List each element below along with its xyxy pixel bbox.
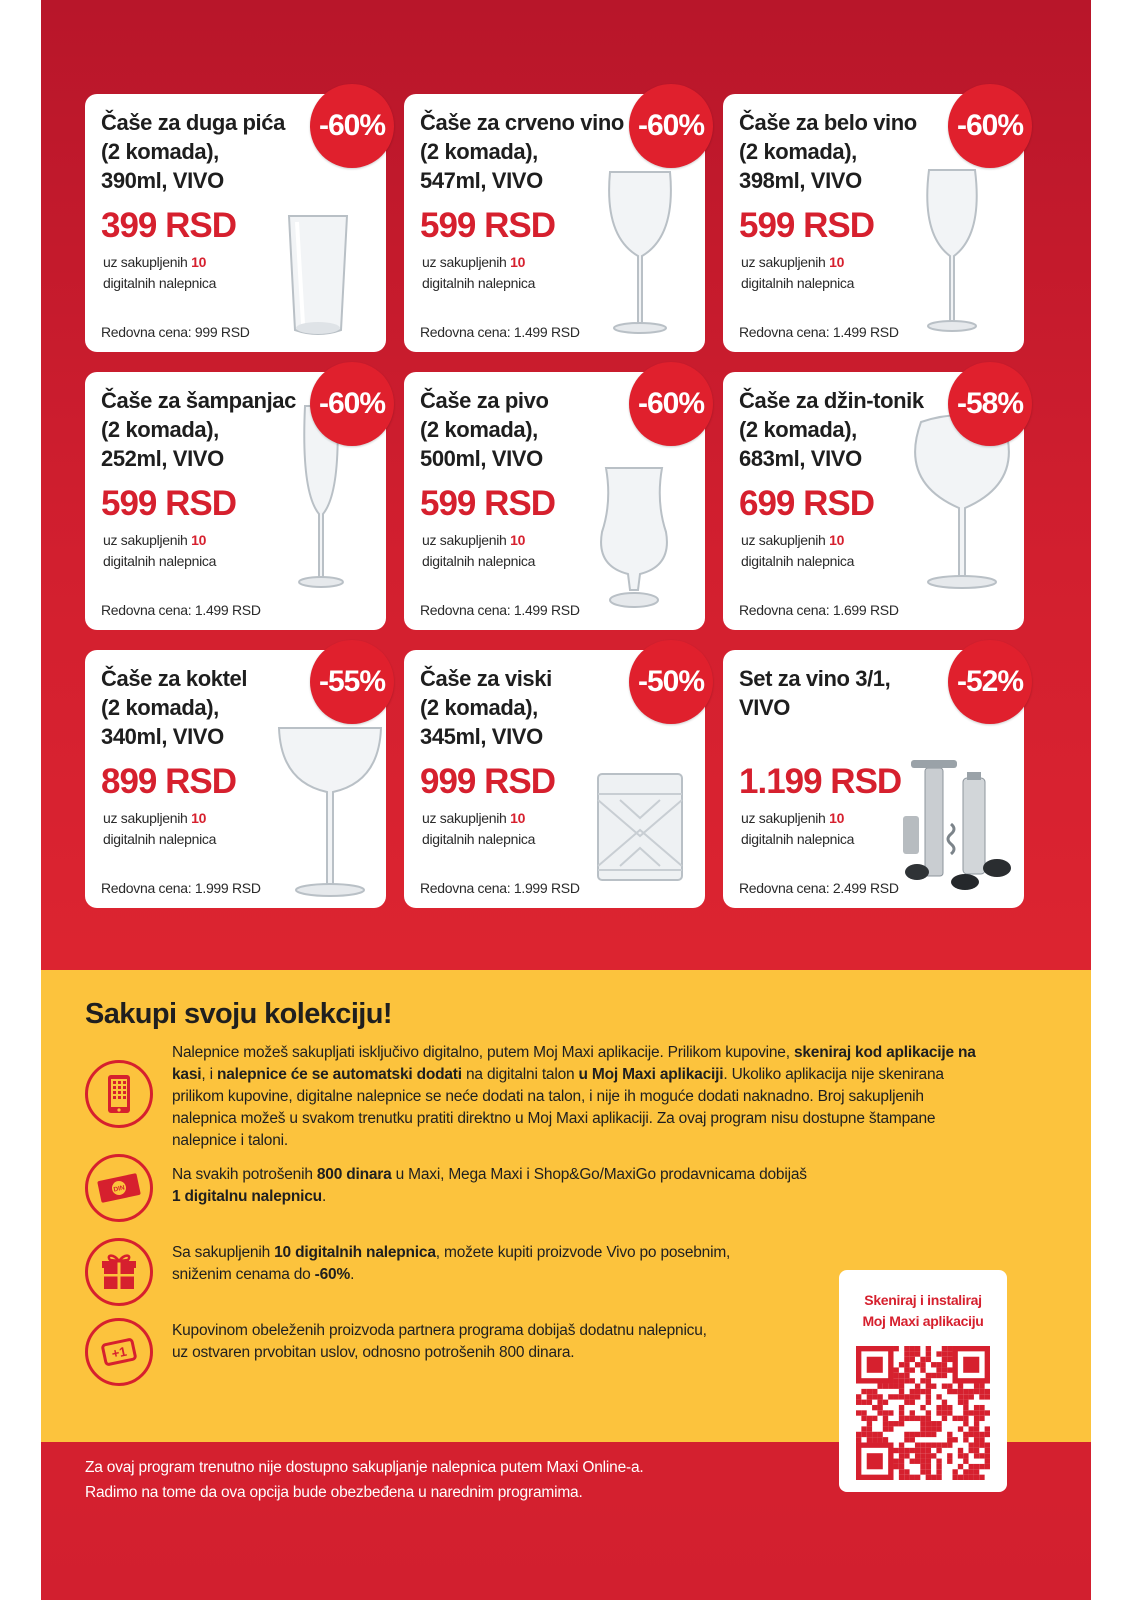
- qr-caption: Skeniraj i instaliraj Moj Maxi aplikaciju: [862, 1292, 984, 1329]
- product-card[interactable]: [404, 94, 705, 352]
- product-price: 699 RSD: [739, 484, 875, 523]
- product-card[interactable]: [723, 372, 1024, 630]
- sticker-requirement: uz sakupljenih 10 digitalnih nalepnica: [103, 810, 217, 847]
- flyer-page: [41, 0, 1091, 1600]
- plus-one-sticker-icon: [85, 1318, 153, 1386]
- product-title: Čaše za džin-tonik (2 komada), 683ml, VIVO: [739, 388, 924, 471]
- regular-price: Redovna cena: 999 RSD: [101, 324, 250, 340]
- discount-badge: -52%: [948, 640, 1032, 724]
- product-title: Čaše za crveno vino (2 komada), 547ml, VIVO: [420, 110, 624, 193]
- regular-price: Redovna cena: 1.499 RSD: [101, 602, 261, 618]
- product-title: Čaše za pivo (2 komada), 500ml, VIVO: [420, 388, 549, 471]
- product-price: 599 RSD: [101, 484, 237, 523]
- info-row-spend-text: Na svakih potrošenih 800 dinara u Maxi, Mega Maxi i Shop&Go/MaxiGo prodavnicama dobijaš 1 digitalnu nalepnicu.: [172, 1166, 807, 1205]
- product-title: Čaše za koktel (2 komada), 340ml, VIVO: [101, 666, 248, 749]
- cocktail-glass-icon: [275, 720, 385, 905]
- whisky-glass-icon: [594, 770, 686, 891]
- sticker-requirement: uz sakupljenih 10 digitalnih nalepnica: [422, 254, 536, 291]
- product-price: 599 RSD: [420, 206, 556, 245]
- regular-price: Redovna cena: 1.499 RSD: [420, 602, 580, 618]
- info-section: [41, 970, 1091, 1442]
- svg-text:+1: +1: [110, 1343, 128, 1362]
- discount-badge: -60%: [629, 84, 713, 168]
- info-row-discount-text: Sa sakupljenih 10 digitalnih nalepnica, možete kupiti proizvode Vivo po posebnim, sniženim cenama do -60%.: [172, 1244, 731, 1283]
- regular-price: Redovna cena: 1.699 RSD: [739, 602, 899, 618]
- gift-icon: [85, 1238, 153, 1306]
- qr-code[interactable]: [851, 1346, 995, 1480]
- info-row-partner-text: Kupovinom obeleženih proizvoda partnera programa dobijaš dodatnu nalepnicu, uz ostvaren prvobitan uslov, odnosno potrošenih 800 dinara.: [172, 1322, 707, 1361]
- sticker-requirement: uz sakupljenih 10 digitalnih nalepnica: [103, 254, 217, 291]
- product-title: Čaše za belo vino (2 komada), 398ml, VIVO: [739, 110, 917, 193]
- regular-price: Redovna cena: 1.499 RSD: [420, 324, 580, 340]
- white-wine-glass-icon: [917, 164, 987, 339]
- discount-badge: -60%: [310, 84, 394, 168]
- regular-price: Redovna cena: 1.999 RSD: [420, 880, 580, 896]
- discount-badge: -58%: [948, 362, 1032, 446]
- product-card[interactable]: [404, 650, 705, 908]
- beer-glass-icon: [594, 462, 674, 617]
- product-price: 599 RSD: [739, 206, 875, 245]
- product-title: Set za vino 3/1, VIVO: [739, 666, 891, 720]
- product-price: 399 RSD: [101, 206, 237, 245]
- discount-badge: -60%: [310, 362, 394, 446]
- product-price: 999 RSD: [420, 762, 556, 801]
- discount-badge: -60%: [629, 362, 713, 446]
- red-wine-glass-icon: [600, 166, 680, 341]
- product-price: 599 RSD: [420, 484, 556, 523]
- product-price: 899 RSD: [101, 762, 237, 801]
- sticker-requirement: uz sakupljenih 10 digitalnih nalepnica: [422, 810, 536, 847]
- discount-badge: -55%: [310, 640, 394, 724]
- product-card[interactable]: [85, 94, 386, 352]
- svg-text:DIN: DIN: [113, 1184, 126, 1194]
- sticker-requirement: uz sakupljenih 10 digitalnih nalepnica: [741, 254, 855, 291]
- product-title: Čaše za šampanjac (2 komada), 252ml, VIVO: [101, 388, 296, 471]
- info-heading: Sakupi svoju kolekciju!: [85, 998, 392, 1030]
- highball-glass-icon: [283, 212, 353, 345]
- product-card[interactable]: [723, 650, 1024, 908]
- product-card[interactable]: [85, 650, 386, 908]
- info-row-app-text: Nalepnice možeš sakupljati isključivo digitalno, putem Moj Maxi aplikacije. Prilikom kupovine, skeniraj kod aplikacije na kasi, i nalepnice će se automatski dodati na digitalni talon u Moj Maxi aplikaciji. Ukoliko aplikacija nije skenirana prilikom kupovine, digitalne nalepnice se neće dodati na talon, i nije ih moguće dodati naknadno. Broj sakupljenih nalepnica možeš u svakom trenutku pratiti direktno u Moj Maxi aplikaciji. Za ovaj program nisu dostupne štampane nalepnice i taloni.: [172, 1044, 976, 1149]
- product-price: 1.199 RSD: [739, 762, 902, 801]
- product-card[interactable]: [404, 372, 705, 630]
- discount-badge: -60%: [948, 84, 1032, 168]
- product-card[interactable]: [85, 372, 386, 630]
- regular-price: Redovna cena: 1.499 RSD: [739, 324, 899, 340]
- wine-set-icon: [901, 754, 1021, 899]
- regular-price: Redovna cena: 2.499 RSD: [739, 880, 899, 896]
- product-card[interactable]: [723, 94, 1024, 352]
- discount-badge: -50%: [629, 640, 713, 724]
- qr-card[interactable]: [839, 1270, 1007, 1492]
- banknote-icon: [85, 1154, 153, 1222]
- sticker-requirement: uz sakupljenih 10 digitalnih nalepnica: [741, 810, 855, 847]
- product-title: Čaše za duga pića (2 komada), 390ml, VIVO: [101, 110, 285, 193]
- sticker-requirement: uz sakupljenih 10 digitalnih nalepnica: [422, 532, 536, 569]
- regular-price: Redovna cena: 1.999 RSD: [101, 880, 261, 896]
- sticker-requirement: uz sakupljenih 10 digitalnih nalepnica: [741, 532, 855, 569]
- sticker-requirement: uz sakupljenih 10 digitalnih nalepnica: [103, 532, 217, 569]
- product-title: Čaše za viski (2 komada), 345ml, VIVO: [420, 666, 552, 749]
- phone-icon: [85, 1060, 153, 1128]
- footer-note: Za ovaj program trenutno nije dostupno sakupljanje nalepnica putem Maxi Online-a. Radimo na tome da ova opcija bude obezbeđena u narednim programima.: [85, 1459, 644, 1501]
